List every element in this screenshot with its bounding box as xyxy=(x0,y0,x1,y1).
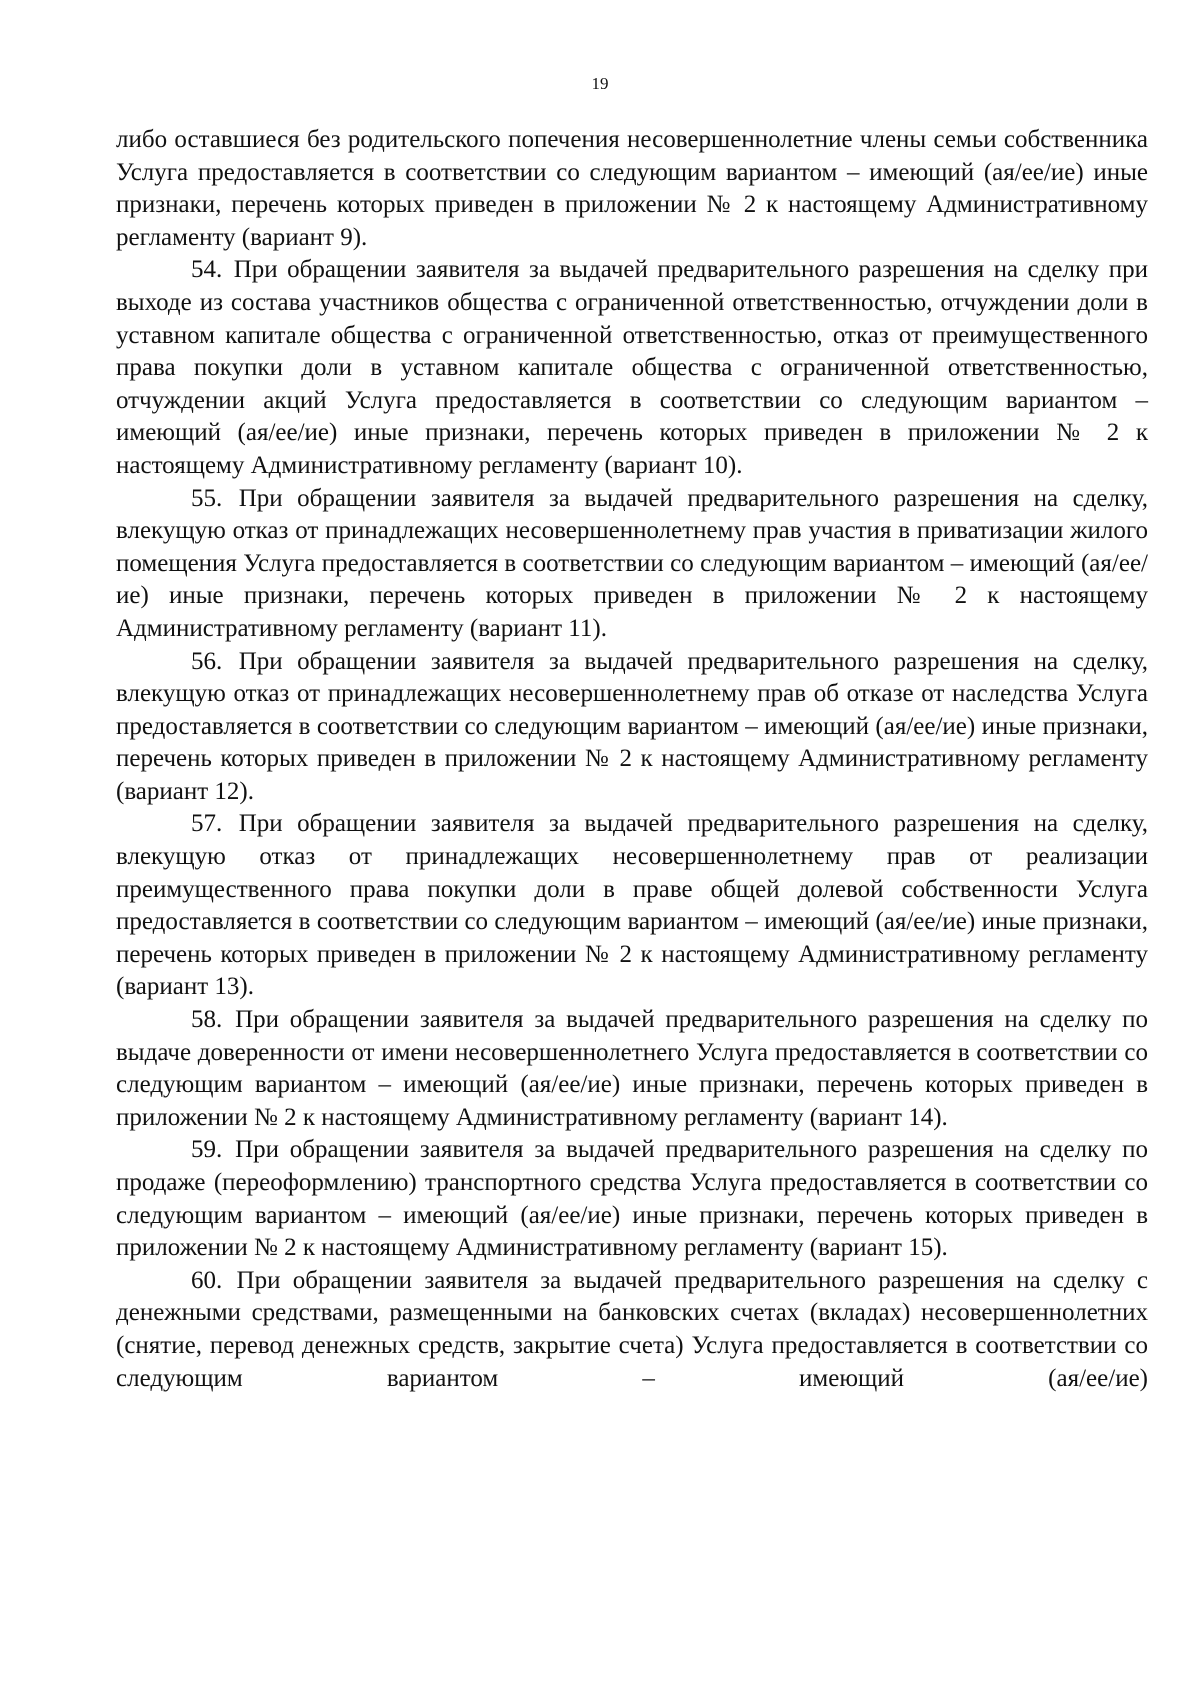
paragraph-number: 60. xyxy=(191,1266,223,1294)
paragraph-text: При обращении заявителя за выдачей предварительного разрешения на сделку при выходе из состава участников общества с ограниченной ответственностью, отчуждении доли в уставном капитале общества с ограниченной ответственностью, отказ от преимущественного права покупки доли в уставном капитале общества с ограниченной ответственностью, отчуждении акций Услуга предоставляется в соответствии со следующим вариантом – имеющий (ая/ее/ие) иные признаки, перечень которых приведен в приложении № 2 к настоящему Административному регламенту (вариант 10). xyxy=(116,256,1148,479)
paragraph-text: При обращении заявителя за выдачей предварительного разрешения на сделку по выдаче доверенности от имени несовершеннолетнего Услуга предоставляется в соответствии со следующим вариантом – имеющий (ая/ее/ие) иные признаки, перечень которых приведен в приложении № 2 к настоящему Административному регламенту (вариант 14). xyxy=(116,1006,1149,1131)
paragraph-number: 56. xyxy=(191,647,223,675)
paragraph-54 xyxy=(116,254,1148,482)
paragraph-55 xyxy=(116,483,1148,646)
page-number: 19 xyxy=(591,74,609,93)
paragraph-number: 54. xyxy=(191,256,223,284)
paragraph-number: 59. xyxy=(191,1136,223,1164)
paragraph-60 xyxy=(116,1265,1148,1395)
paragraph-text: При обращении заявителя за выдачей предварительного разрешения на сделку по продаже (переоформлению) транспортного средства Услуга предоставляется в соответствии со следующим вариантом – имеющий (ая/ее/ие) иные признаки, перечень которых приведен в приложении № 2 к настоящему Административному регламенту (вариант 15). xyxy=(116,1136,1149,1262)
paragraph-number: 57. xyxy=(191,810,223,838)
paragraph-continued xyxy=(116,124,1148,254)
paragraph-number: 55. xyxy=(191,484,223,512)
paragraph-56 xyxy=(116,646,1148,809)
paragraph-text: При обращении заявителя за выдачей предварительного разрешения на сделку, влекущую отказ от принадлежащих несовершеннолетнему прав об отказе от наследства Услуга предоставляется в соответствии со следующим вариантом – имеющий (ая/ее/ие) иные признаки, перечень которых приведен в приложении № 2 к настоящему Административному регламенту (вариант 12). xyxy=(116,647,1149,805)
paragraph-57 xyxy=(116,808,1148,1004)
paragraph-text: При обращении заявителя за выдачей предварительного разрешения на сделку с денежными средствами, размещенными на банковских счетах (вкладах) несовершеннолетних (снятие, перевод денежных средств, закрытие счета) Услуга предоставляется в соответствии со следующим вариантом – имеющий (ая/ее/ие) xyxy=(116,1266,1148,1392)
paragraph-text: При обращении заявителя за выдачей предварительного разрешения на сделку, влекущую отказ от принадлежащих несовершеннолетнему прав от реализации преимущественного права покупки доли в праве общей долевой собственности Услуга предоставляется в соответствии со следующим вариантом – имеющий (ая/ее/ие) иные признаки, перечень которых приведен в приложении № 2 к настоящему Административному регламенту (вариант 13). xyxy=(116,810,1149,1001)
paragraph-58 xyxy=(116,1004,1148,1134)
paragraph-text: либо оставшиеся без родительского попечения несовершеннолетние члены семьи собственника Услуга предоставляется в соответствии со следующим вариантом – имеющий (ая/ее/ие) иные признаки, перечень которых приведен в приложении № 2 к настоящему Административному регламенту (вариант 9). xyxy=(116,126,1148,251)
paragraph-number: 58. xyxy=(191,1006,223,1034)
paragraph-text: При обращении заявителя за выдачей предварительного разрешения на сделку, влекущую отказ от принадлежащих несовершеннолетнему прав участия в приватизации жилого помещения Услуга предоставляется в соответствии со следующим вариантом – имеющий (ая/ее/ие) иные признаки, перечень которых приведен в приложении № 2 к настоящему Административному регламенту (вариант 11). xyxy=(116,484,1149,642)
paragraph-59 xyxy=(116,1134,1148,1264)
document-body xyxy=(116,124,1148,1395)
